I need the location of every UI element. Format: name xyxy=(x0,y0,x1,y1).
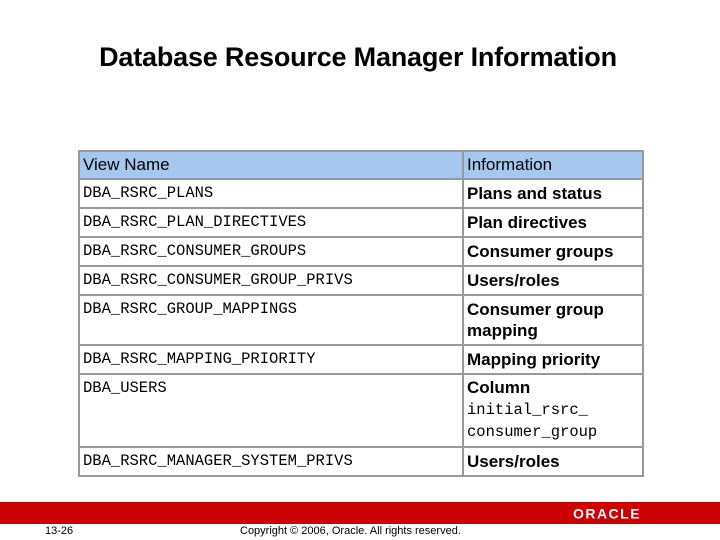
information-label: Column xyxy=(467,378,531,397)
table-row xyxy=(80,346,642,375)
view-name-cell: DBA_RSRC_MANAGER_SYSTEM_PRIVS xyxy=(80,448,464,475)
table-header-row xyxy=(80,152,642,180)
oracle-logo xyxy=(562,506,652,521)
views-table xyxy=(78,150,644,477)
information-cell: Users/roles xyxy=(464,267,642,296)
table-row xyxy=(80,267,642,296)
view-name-cell: DBA_RSRC_MAPPING_PRIORITY xyxy=(80,346,464,375)
column-header-information: Information xyxy=(464,152,642,180)
page-number: 13-26 xyxy=(45,525,74,537)
information-cell: Mapping priority xyxy=(464,346,642,375)
view-name-cell: DBA_RSRC_PLAN_DIRECTIVES xyxy=(80,209,464,238)
copyright-notice: Copyright © 2006, Oracle. All rights reserved. xyxy=(240,525,461,537)
view-name-cell: DBA_USERS xyxy=(80,375,464,448)
column-name-part-2: consumer_group xyxy=(467,423,598,441)
view-name-cell: DBA_RSRC_GROUP_MAPPINGS xyxy=(80,296,464,346)
slide-title: Database Resource Manager Information xyxy=(99,42,617,72)
table-row xyxy=(80,448,642,475)
view-name-cell: DBA_RSRC_CONSUMER_GROUP_PRIVS xyxy=(80,267,464,296)
column-name-part-1: initial_rsrc_ xyxy=(467,401,588,419)
table-row xyxy=(80,209,642,238)
table-row xyxy=(80,238,642,267)
information-cell: Plans and status xyxy=(464,180,642,209)
view-name-cell: DBA_RSRC_PLANS xyxy=(80,180,464,209)
information-cell: Plan directives xyxy=(464,209,642,238)
oracle-logo-text: ORACLE xyxy=(572,506,642,521)
table-row xyxy=(80,375,642,448)
information-cell: Consumer groups xyxy=(464,238,642,267)
information-cell: Consumer group mapping xyxy=(464,296,642,346)
view-name-cell: DBA_RSRC_CONSUMER_GROUPS xyxy=(80,238,464,267)
information-cell: Users/roles xyxy=(464,448,642,475)
table-row xyxy=(80,180,642,209)
information-cell xyxy=(464,375,642,448)
column-header-view-name: View Name xyxy=(80,152,464,180)
table-row xyxy=(80,296,642,346)
